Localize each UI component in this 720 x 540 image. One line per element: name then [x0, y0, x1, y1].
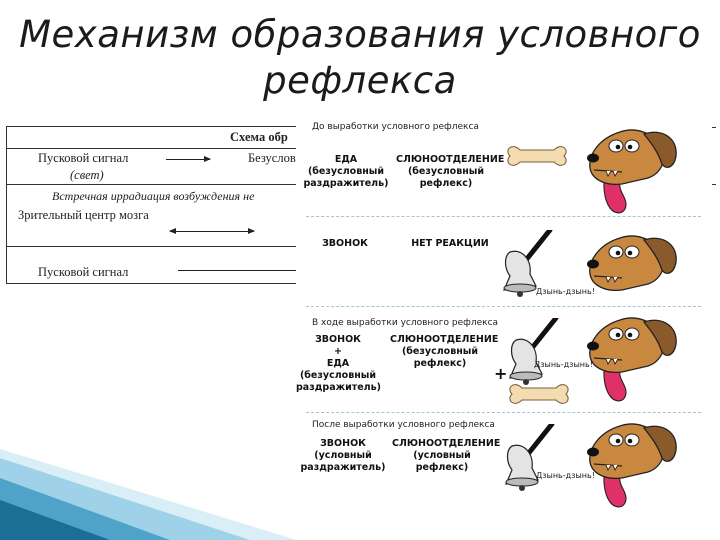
- decorative-corner-shape: [0, 448, 300, 540]
- scene-4-sound: Дзынь-дзынь!: [536, 471, 595, 480]
- scene-3-response: СЛЮНООТДЕЛЕНИЕ (безусловный рефлекс): [390, 334, 499, 369]
- title-line-2: рефлекса: [263, 59, 457, 102]
- salivating-dog-icon: [582, 420, 692, 516]
- scheme-header: Схема обр: [230, 130, 288, 144]
- salivating-dog-icon: [582, 314, 692, 410]
- visual-center-label: Зрительный центр мозга: [18, 208, 149, 222]
- bell-icon: [498, 424, 562, 496]
- scheme-table: [6, 126, 296, 284]
- trigger-signal-label-2: Пусковой сигнал: [38, 265, 129, 279]
- scene-2-stimulus: ЗВОНОК: [322, 238, 368, 249]
- irradiation-label: Встречная иррадиация возбуждения не: [52, 189, 255, 203]
- scene-2-response: НЕТ РЕАКЦИИ: [411, 238, 489, 249]
- title-line-1: Механизм образования условного: [19, 13, 701, 56]
- table-rule: [6, 126, 296, 127]
- trigger-signal-label: Пусковой сигнал: [38, 151, 129, 165]
- scene-3-caption: В ходе выработки условного рефлекса: [312, 318, 499, 328]
- scene-1-stimulus: ЕДА (безусловный раздражитель): [303, 154, 389, 189]
- scene-4-stimulus: ЗВОНОК (условный раздражитель): [300, 438, 386, 473]
- table-rule: [6, 148, 296, 149]
- table-rule: [6, 184, 296, 185]
- light-label: (свет): [70, 168, 104, 182]
- scene-2-sound: Дзынь-дзынь!: [536, 287, 595, 296]
- bone-icon: [504, 138, 570, 174]
- scene-3-stimulus: ЗВОНОК + ЕДА (безусловный раздражитель): [296, 334, 381, 393]
- scene-1-caption: До выработки условного рефлекса: [312, 122, 479, 132]
- scene-3-sound: Дзынь-дзынь!: [534, 360, 593, 369]
- bone-icon: [506, 376, 572, 412]
- plus-sign: +: [494, 364, 508, 383]
- table-rule: [6, 283, 296, 284]
- connector-line: [178, 270, 296, 271]
- salivating-dog-icon: [582, 126, 692, 222]
- right-arrow-icon: [166, 159, 210, 160]
- scene-1-response: СЛЮНООТДЕЛЕНИЕ (безусловный рефлекс): [396, 154, 505, 189]
- table-rule-tick: [712, 127, 716, 128]
- table-rule-tick: [712, 184, 716, 185]
- slide-title: [0, 12, 720, 104]
- scene-separator: [306, 412, 701, 413]
- scene-4-response: СЛЮНООТДЕЛЕНИЕ (условный рефлекс): [392, 438, 501, 473]
- table-rule: [6, 246, 296, 247]
- table-border: [6, 126, 7, 284]
- scene-separator: [306, 306, 701, 307]
- scene-4-caption: После выработки условного рефлекса: [312, 420, 495, 430]
- scene-separator: [306, 216, 701, 217]
- double-arrow-icon: [170, 231, 254, 232]
- unconditioned-label: Безуслов: [248, 151, 296, 165]
- dog-icon: [582, 232, 692, 298]
- reflex-illustration-panel: [296, 114, 709, 524]
